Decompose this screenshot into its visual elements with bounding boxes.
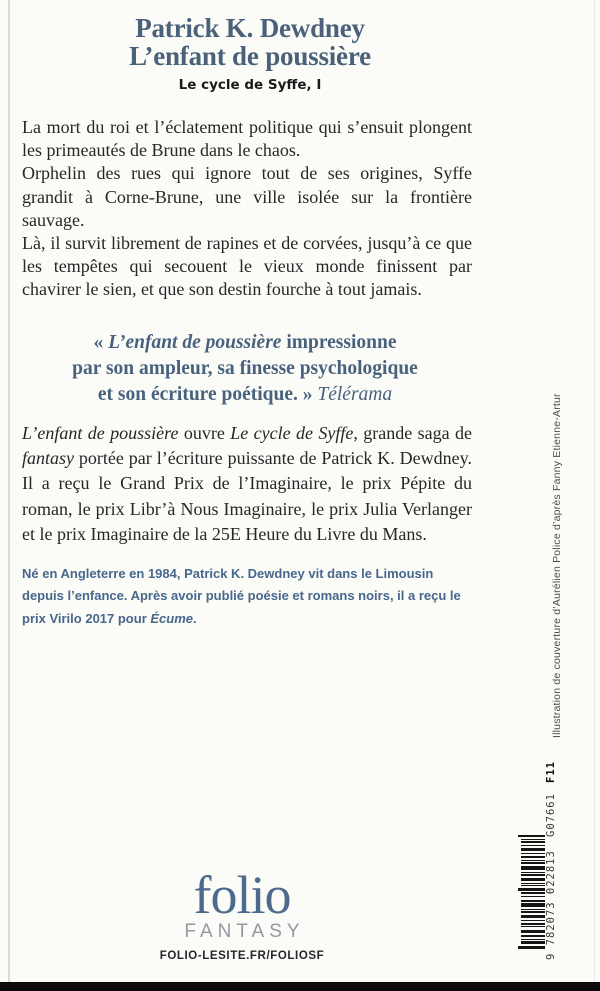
illustration-credit: Illustration de couverture d’Aurélien Police d’après Fanny Etienne-Artur: [551, 393, 563, 738]
synopsis: [22, 116, 472, 302]
about-text: , grande saga de: [353, 423, 472, 443]
author-bio: [22, 563, 467, 630]
publisher-block: [0, 865, 484, 962]
bottom-black-strip: [0, 982, 600, 991]
bio-work-title: Écume: [150, 610, 194, 626]
header: [0, 14, 500, 93]
synopsis-paragraph-2: Orphelin des rues qui ignore tout de ses origines, Syffe grandit à Corne-Brune, une ville isolée sur la frontière sauvage.: [22, 163, 472, 230]
synopsis-paragraph-3: Là, il survit librement de rapines et de corvées, jusqu’à ce que les tempêtes qui secouent le vieux monde finissent par chavirer le sien, et que son destin fourche à tout jamais.: [22, 233, 472, 300]
barcode-ean: 9 782073 022813: [545, 850, 557, 960]
quote-open-guillemet: «: [93, 332, 109, 353]
about-work-title: L’enfant de poussière: [22, 423, 179, 443]
quote-line1-rest: impressionne: [281, 332, 397, 353]
about-text: ouvre: [178, 423, 231, 443]
bio-text: .: [193, 610, 197, 626]
barcode-numbers: [545, 742, 562, 960]
book-title: L’enfant de poussière: [129, 41, 371, 71]
synopsis-paragraph-1: La mort du roi et l’éclatement politique qui s’ensuit plongent les primeautés de Brune dans le chaos.: [22, 117, 472, 161]
collection-label: FANTASY: [184, 921, 305, 942]
barcode: [518, 835, 545, 949]
barcode-edition-code: F11: [545, 761, 557, 784]
author-name: Patrick K. Dewdney: [135, 13, 365, 43]
scan-edge-left: [8, 0, 10, 982]
quote-line2: par son ampleur, sa finesse psychologique: [72, 358, 418, 379]
bio-text: Né en Angleterre en 1984, Patrick K. Dewdney vit dans le Limousin depuis l’enfance. Après avoir publié poésie et romans noirs, il a reçu le prix Virilo 2017 pour: [22, 566, 461, 626]
quote-work-title: L’enfant de poussière: [108, 332, 282, 353]
quote-line3: et son écriture poétique. »: [97, 384, 318, 405]
quote-source: Télérama: [317, 384, 393, 405]
scan-edge-right: [594, 0, 595, 982]
about-paragraph: [22, 421, 472, 547]
series-title: Le cycle de Syffe, I: [178, 77, 322, 93]
press-quote: [5, 330, 485, 408]
barcode-print-code: G07661: [545, 793, 557, 838]
about-cycle-title: Le cycle de Syffe: [230, 423, 354, 443]
about-text: portée par l’écriture puissante de Patrick K. Dewdney. Il a reçu le Grand Prix de l’Imaginaire, le prix Pépite du roman, le prix Libr’à Nous Imaginaire, le prix Julia Verlanger et le prix Imaginaire de la 25E Heure du Livre du Mans.: [22, 448, 472, 544]
folio-logo: folio: [193, 865, 291, 925]
publisher-website: FOLIO-LESITE.FR/FOLIOSF: [159, 950, 325, 962]
about-genre: fantasy: [22, 448, 74, 469]
